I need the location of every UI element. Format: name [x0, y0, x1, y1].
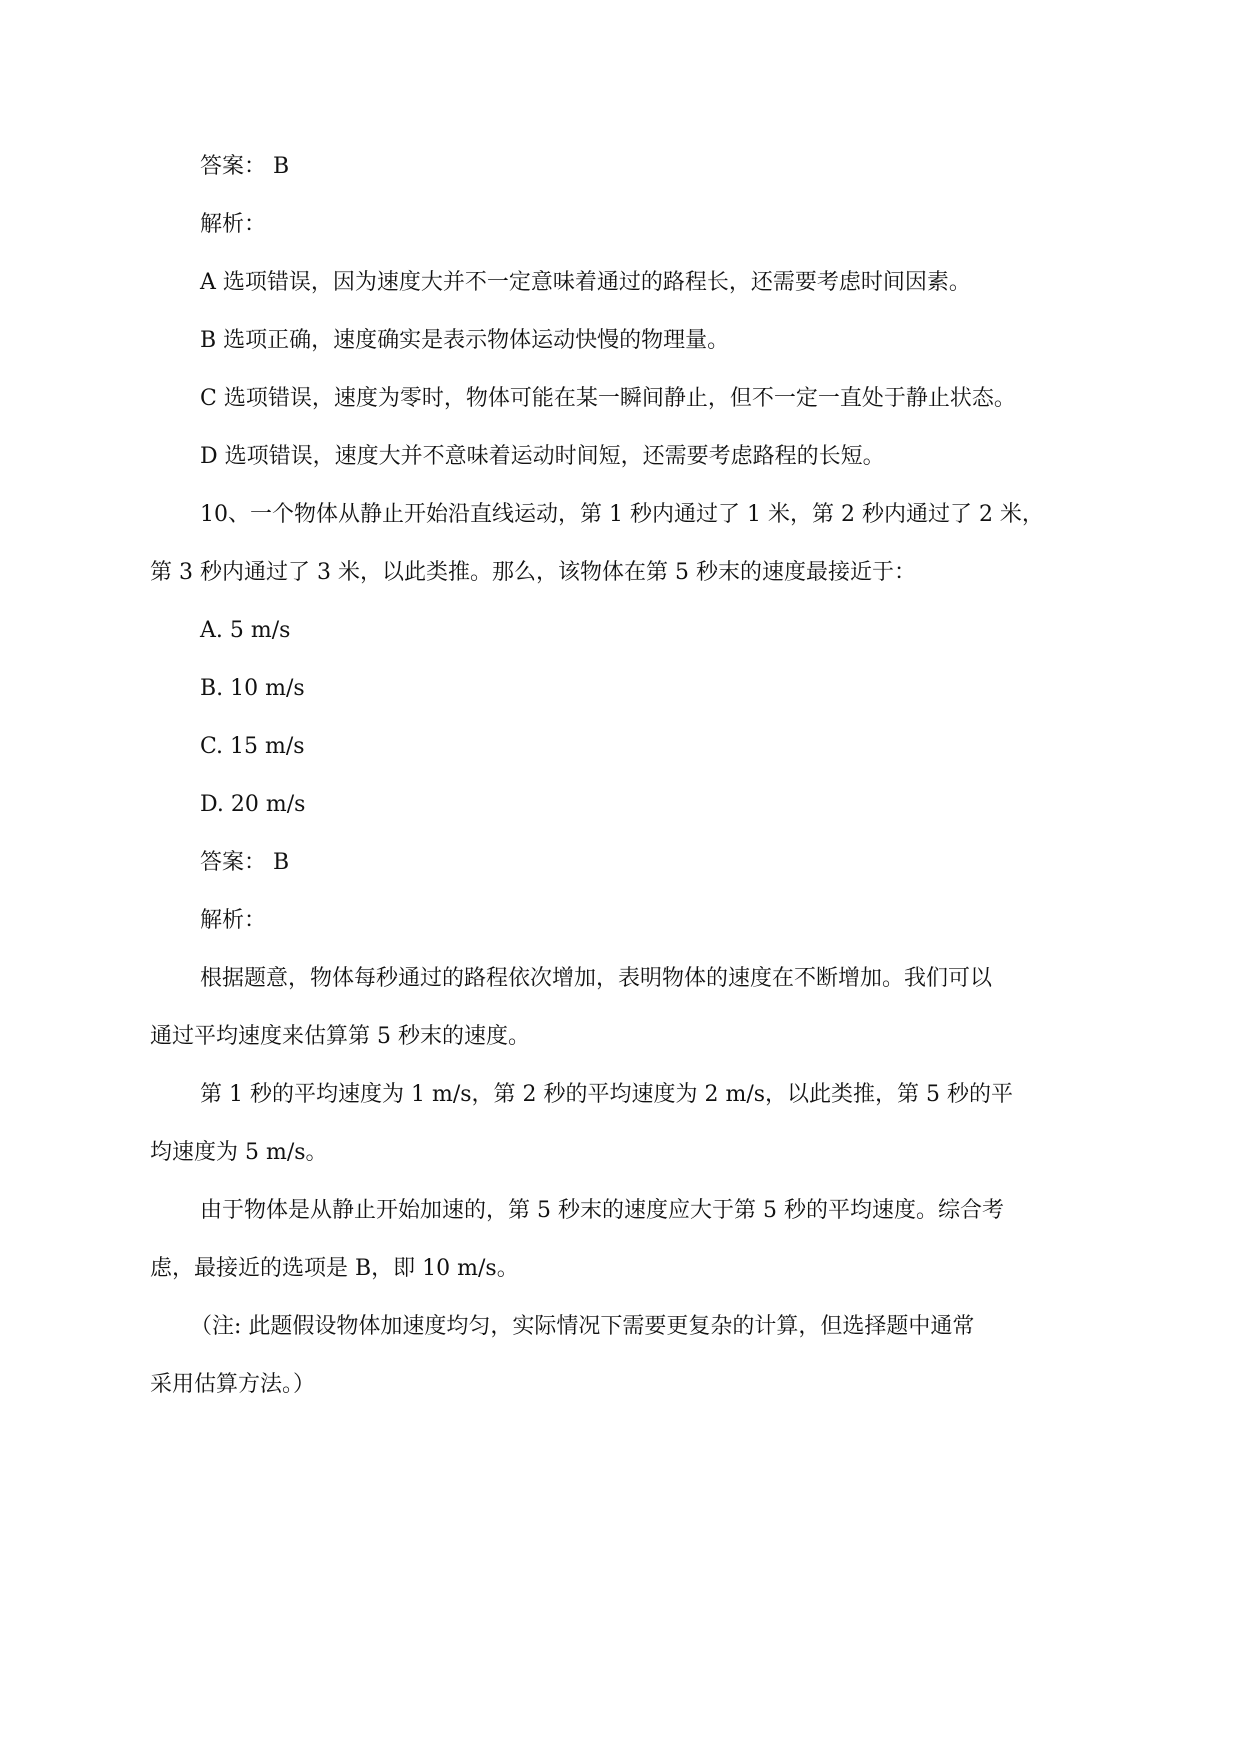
note-line2: 采用估算方法。）: [150, 1372, 316, 1397]
analysis-p2-line2: 均速度为 5 m/s。: [150, 1140, 328, 1165]
question-10-line1: 10、一个物体从静止开始沿直线运动，第 1 秒内通过了 1 米，第 2 秒内通过了 2 米，: [200, 502, 1044, 527]
analysis-10-label: 解析：: [200, 908, 267, 933]
prev-analysis-label: 解析：: [200, 212, 267, 237]
option-a: A. 5 m/s: [200, 618, 291, 643]
analysis-p1-line2: 通过平均速度来估算第 5 秒末的速度。: [150, 1024, 530, 1049]
question-10-line2: 第 3 秒内通过了 3 米，以此类推。那么，该物体在第 5 秒末的速度最接近于：: [150, 560, 916, 585]
option-b: B. 10 m/s: [200, 676, 305, 701]
prev-analysis-d: D 选项错误，速度大并不意味着运动时间短，还需要考虑路程的长短。: [200, 444, 885, 469]
prev-analysis-b: B 选项正确，速度确实是表示物体运动快慢的物理量。: [200, 328, 730, 353]
option-c: C. 15 m/s: [200, 734, 305, 759]
analysis-p3-line2: 虑，最接近的选项是 B，即 10 m/s。: [150, 1256, 519, 1281]
prev-analysis-c: C 选项错误，速度为零时，物体可能在某一瞬间静止，但不一定一直处于静止状态。: [200, 386, 1016, 411]
answer-10: 答案： B: [200, 850, 290, 875]
note-line1: （注: 此题假设物体加速度均匀，实际情况下需要更复杂的计算，但选择题中通常: [190, 1314, 975, 1339]
analysis-p1-line1: 根据题意，物体每秒通过的路程依次增加，表明物体的速度在不断增加。我们可以: [200, 966, 993, 991]
prev-answer: 答案： B: [200, 154, 290, 179]
prev-analysis-a: A 选项错误，因为速度大并不一定意味着通过的路程长，还需要考虑时间因素。: [200, 270, 971, 295]
analysis-p2-line1: 第 1 秒的平均速度为 1 m/s，第 2 秒的平均速度为 2 m/s，以此类推，第 5 秒的平: [200, 1082, 1014, 1107]
option-d: D. 20 m/s: [200, 792, 306, 817]
analysis-p3-line1: 由于物体是从静止开始加速的，第 5 秒末的速度应大于第 5 秒的平均速度。综合考: [200, 1198, 1004, 1223]
